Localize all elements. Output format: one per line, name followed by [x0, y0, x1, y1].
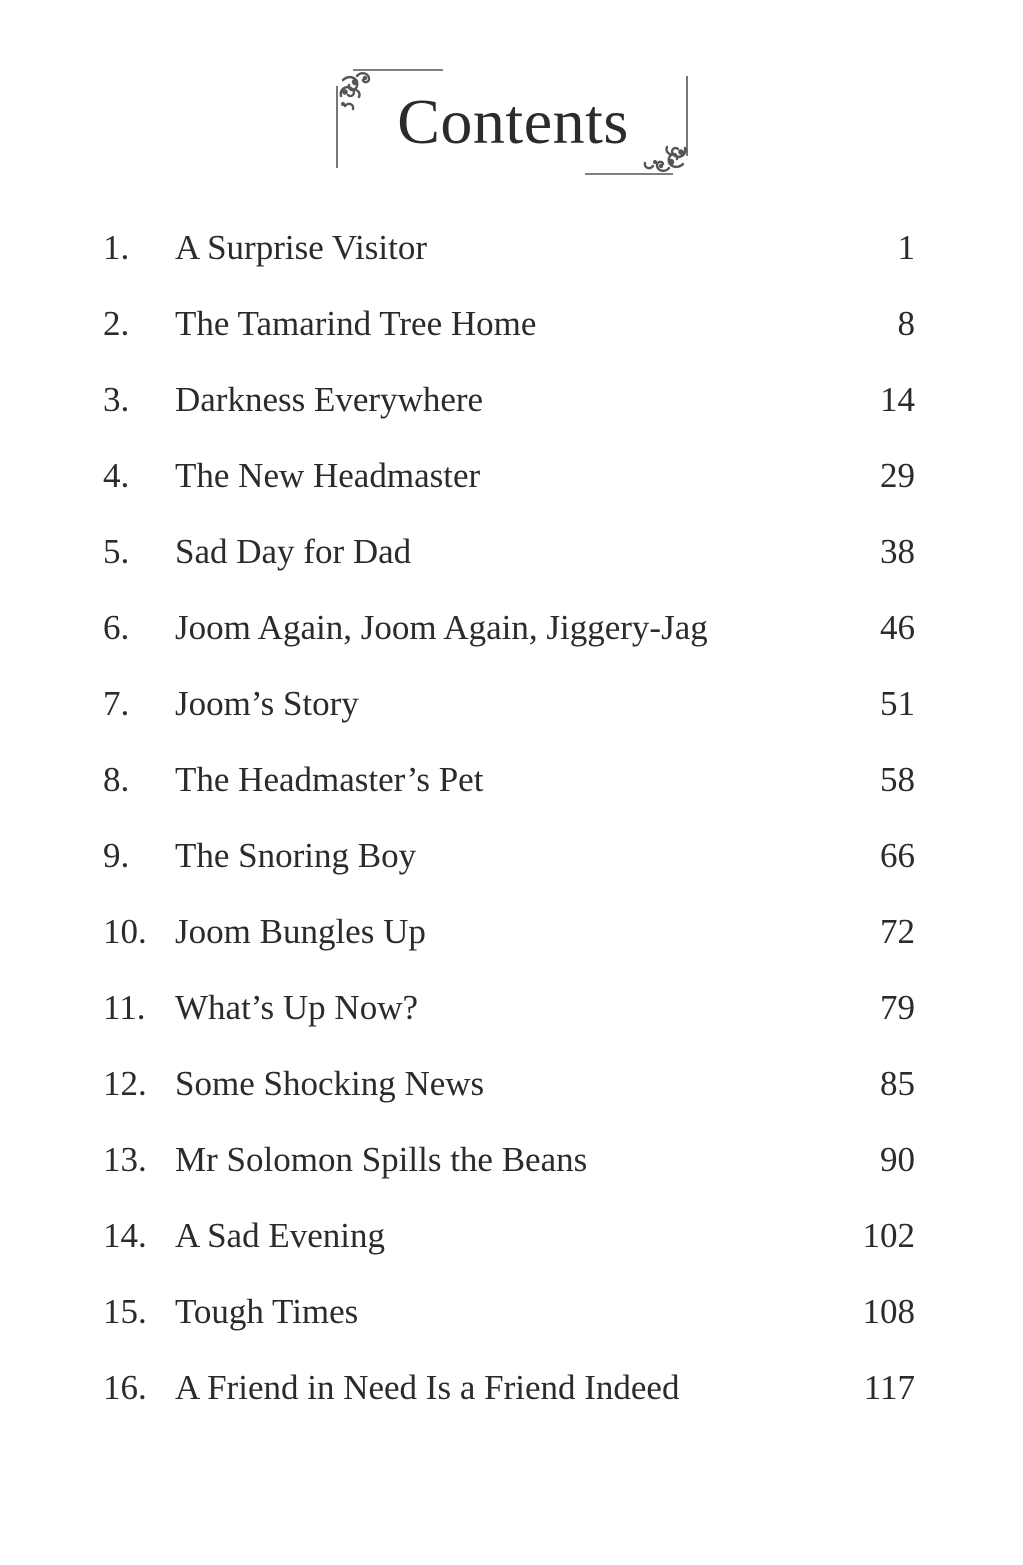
- chapter-number: 15.: [103, 1292, 147, 1331]
- chapter-title: A Friend in Need Is a Friend Indeed: [175, 1368, 680, 1407]
- chapter-page-number: 14: [880, 380, 915, 419]
- chapter-number: 3.: [103, 380, 130, 419]
- chapter-number: 12.: [103, 1064, 147, 1103]
- chapter-page-number: 1: [897, 228, 915, 267]
- chapter-number: 8.: [103, 760, 130, 799]
- chapter-title: The Tamarind Tree Home: [175, 304, 537, 343]
- toc-entry: [103, 1350, 915, 1426]
- chapter-number: 4.: [103, 456, 130, 495]
- chapter-number: 7.: [103, 684, 130, 723]
- toc-entry: [103, 514, 915, 590]
- chapter-title: Joom Bungles Up: [175, 912, 426, 951]
- chapter-page-number: 29: [880, 456, 915, 495]
- chapter-title: The Headmaster’s Pet: [175, 760, 484, 799]
- chapter-number: 10.: [103, 912, 147, 951]
- chapter-number: 9.: [103, 836, 130, 875]
- toc-entry: [103, 818, 915, 894]
- chapter-title: The Snoring Boy: [175, 836, 417, 875]
- chapter-title: Sad Day for Dad: [175, 532, 412, 571]
- toc-entry: [103, 438, 915, 514]
- toc-entry: [103, 1198, 915, 1274]
- chapter-page-number: 79: [880, 988, 915, 1027]
- chapter-number: 14.: [103, 1216, 147, 1255]
- chapter-page-number: 58: [880, 760, 915, 799]
- chapter-page-number: 66: [880, 836, 915, 875]
- chapter-number: 5.: [103, 532, 130, 571]
- toc-entry: [103, 970, 915, 1046]
- chapter-title: Some Shocking News: [175, 1064, 485, 1103]
- chapter-title: Tough Times: [175, 1292, 359, 1331]
- toc-entry: [103, 1046, 915, 1122]
- toc-entry: [103, 894, 915, 970]
- chapter-page-number: 38: [880, 532, 915, 571]
- chapter-page-number: 102: [862, 1216, 915, 1255]
- chapter-page-number: 117: [863, 1368, 915, 1407]
- toc-entry: [103, 742, 915, 818]
- chapter-page-number: 46: [880, 608, 915, 647]
- toc-entry: [103, 590, 915, 666]
- chapter-page-number: 51: [880, 684, 915, 723]
- chapter-title: A Surprise Visitor: [175, 228, 427, 267]
- chapter-page-number: 90: [880, 1140, 915, 1179]
- chapter-page-number: 72: [880, 912, 915, 951]
- toc-entry: [103, 210, 915, 286]
- chapter-page-number: 108: [862, 1292, 915, 1331]
- chapter-number: 1.: [103, 228, 130, 267]
- chapter-number: 6.: [103, 608, 130, 647]
- table-of-contents: [103, 210, 915, 1426]
- page-title: Contents: [397, 86, 629, 157]
- toc-entry: [103, 666, 915, 742]
- chapter-page-number: 85: [880, 1064, 915, 1103]
- chapter-title: Mr Solomon Spills the Beans: [175, 1140, 588, 1179]
- toc-entry: [103, 362, 915, 438]
- contents-heading-frame: [335, 68, 691, 176]
- chapter-number: 2.: [103, 304, 130, 343]
- chapter-title: Joom Again, Joom Again, Jiggery-Jag: [175, 608, 708, 647]
- chapter-title: A Sad Evening: [175, 1216, 385, 1255]
- chapter-title: Joom’s Story: [175, 684, 359, 723]
- toc-entry: [103, 1122, 915, 1198]
- chapter-title: The New Headmaster: [175, 456, 481, 495]
- chapter-number: 16.: [103, 1368, 147, 1407]
- toc-entry: [103, 286, 915, 362]
- chapter-title: What’s Up Now?: [175, 988, 419, 1027]
- chapter-title: Darkness Everywhere: [175, 380, 484, 419]
- chapter-number: 11.: [103, 988, 146, 1027]
- toc-entry: [103, 1274, 915, 1350]
- chapter-number: 13.: [103, 1140, 147, 1179]
- chapter-page-number: 8: [897, 304, 915, 343]
